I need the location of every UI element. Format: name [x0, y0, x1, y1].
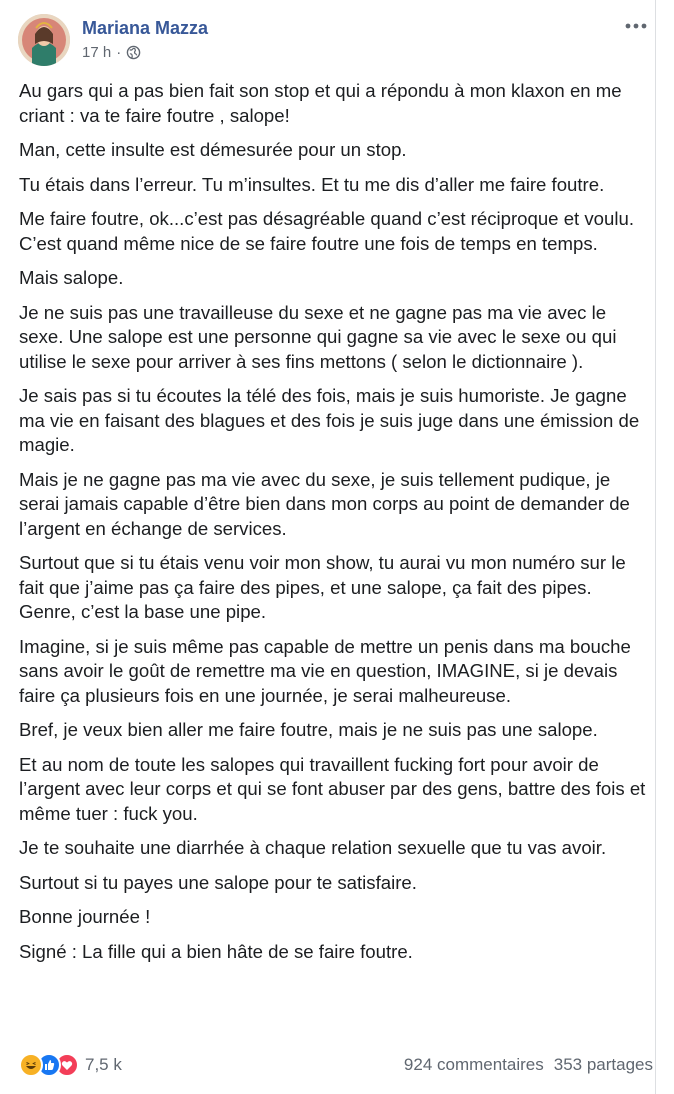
post-footer — [19, 1052, 653, 1078]
post-stats — [404, 1055, 653, 1075]
post-paragraph: Mais je ne gagne pas ma vie avec du sexe, je suis tellement pudique, je serai jamais capable d’être bien dans mon corps au point de demander de l’argent en échange de services. — [19, 468, 630, 539]
post-paragraph: Mais salope. — [19, 267, 124, 288]
reaction-count: 7,5 k — [85, 1055, 122, 1074]
post-paragraph: Imagine, si je suis même pas capable de mettre un penis dans ma bouche sans avoir le goût de remettre ma vie en question, IMAGINE, si je devais faire ça plusieurs fois en une journée, je serai malheureuse. — [19, 635, 631, 706]
post-paragraph: Au gars qui a pas bien fait son stop et qui a répondu à mon klaxon en me criant : va te faire foutre , salope! — [19, 80, 622, 126]
haha-reaction-icon — [19, 1053, 43, 1077]
post-paragraph: Surtout que si tu étais venu voir mon show, tu aurai vu mon numéro sur le fait que j’aime pas ça faire des pipes, et une salope, ça fait des pipes. Genre, c’est la base une pipe. — [19, 552, 626, 622]
post-paragraph: Bref, je veux bien aller me faire foutre, mais je ne suis pas une salope. — [19, 719, 598, 740]
shares-count-link[interactable]: 353 partages — [553, 1055, 653, 1074]
post-paragraph: Surtout si tu payes une salope pour te satisfaire. — [19, 871, 417, 893]
post-paragraph: Je te souhaite une diarrhée à chaque relation sexuelle que tu vas avoir. — [19, 837, 607, 858]
globe-icon — [126, 45, 141, 60]
reactions-summary[interactable] — [19, 1053, 122, 1077]
post-paragraph: Bonne journée ! — [19, 906, 151, 927]
post-paragraph: Signé : La fille qui a bien hâte de se faire foutre. — [19, 940, 413, 962]
avatar[interactable] — [18, 14, 70, 66]
post-paragraph: Je ne suis pas une travailleuse du sexe et ne gagne pas ma vie avec le sexe. Une salope est une personne qui gagne sa vie avec le sexe ou qui utilise le sexe pour arriver à ses fins mettons ( selon le dictionnaire ). — [19, 301, 617, 372]
author-name[interactable]: Mariana Mazza — [82, 18, 209, 38]
avatar-portrait-icon — [18, 14, 70, 66]
post-paragraph: Tu étais dans l’erreur. Tu m’insultes. Et tu me dis d’aller me faire foutre. — [19, 173, 605, 195]
comments-count-link[interactable]: 924 commentaires — [403, 1055, 544, 1074]
post-paragraph: Je sais pas si tu écoutes la télé des fois, mais je suis humoriste. Je gagne ma vie en faisant des blagues et des fois je suis juge dans une émission de magie. — [19, 385, 640, 455]
post-time[interactable]: 17 h — [82, 44, 112, 61]
post-paragraph: Man, cette insulte est démesurée pour un stop. — [19, 139, 407, 160]
post-header — [18, 14, 658, 64]
more-options-icon[interactable] — [622, 16, 650, 36]
post-body — [19, 79, 651, 974]
post-paragraph: Et au nom de toute les salopes qui travaillent fucking fort pour avoir de l’argent avec leur corps et qui se font abuser par des gens, battre des fois et même tuer : fuck you. — [19, 753, 646, 824]
post-paragraph: Me faire foutre, ok...c’est pas désagréable quand c’est réciproque et voulu. C’est quand même nice de se faire foutre une fois de temps en temps. — [19, 208, 634, 254]
post-meta — [82, 44, 141, 61]
meta-separator: · — [116, 44, 122, 61]
